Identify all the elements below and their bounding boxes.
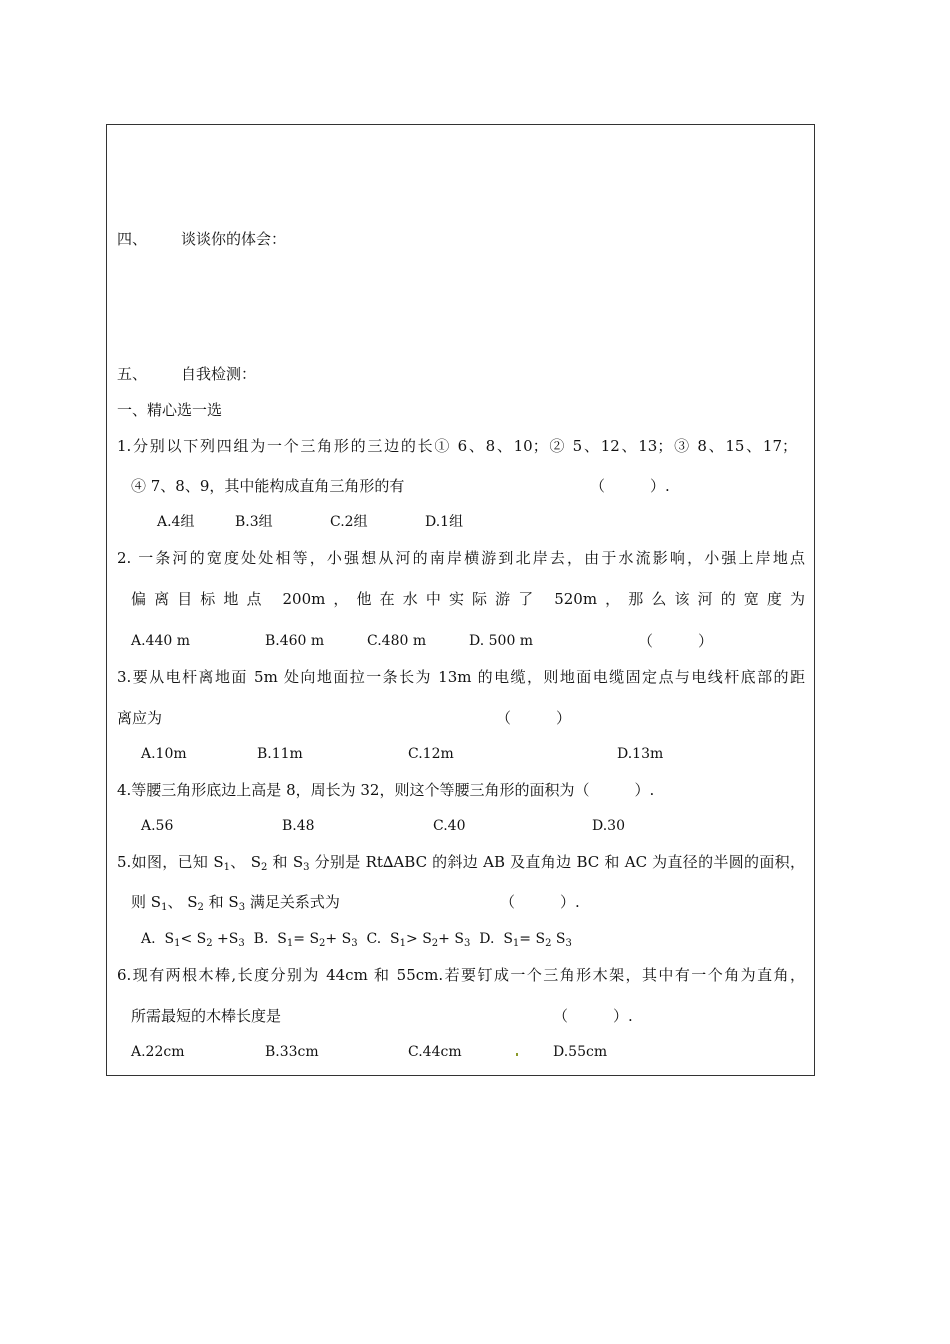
section4-number: 四、 [117, 230, 148, 248]
q2-line1: 2. 一条河的宽度处处相等，小强想从河的南岸横游到北岸去，由于水流影响，小强上岸地点 [117, 549, 805, 567]
q1-option-c: C.2组 [330, 514, 368, 530]
q3-line1: 3.要从电杆离地面 5m 处向地面拉一条长为 13m 的电缆，则地面电缆固定点与电线杆底部的距 [117, 668, 805, 686]
q5-answer-paren: （ ）. [500, 893, 580, 911]
q5-options: A. $S_1< S_2 +S_3$ B. $S_1= S_2+ S_3$ C. $S_1> S_2+ S_3$ D. $S_1= S_2$ $S_3$ [141, 931, 572, 949]
section5-number: 五、 [117, 365, 148, 383]
q4-option-c: C.40 [433, 818, 466, 834]
q4-option-d: D.30 [592, 818, 625, 834]
q3-option-a: A.10m [141, 746, 187, 762]
q2-option-a: A.440 m [131, 633, 191, 649]
q2-option-c: C.480 m [367, 633, 427, 649]
section5-title: 自我检测： [181, 365, 257, 383]
q6-option-c: C.44cm [408, 1044, 462, 1060]
q3-option-c: C.12m [408, 746, 454, 762]
q4-option-b: B.48 [282, 818, 315, 834]
speck-mark [516, 1053, 518, 1056]
q2-line2: 偏离目标地点 200m，他在水中实际游了 520m，那么该河的宽度为 [131, 590, 805, 608]
q1-line1: 1.分别以下列四组为一个三角形的三边的长① 6、8、10；② 5、12、13；③ 8、15、17； [117, 437, 797, 455]
q6-line2: 所需最短的木棒长度是 [131, 1007, 282, 1025]
q2-answer-paren: （ ） [638, 632, 714, 650]
q2-option-b: B.460 m [265, 633, 325, 649]
q3-option-b: B.11m [257, 746, 303, 762]
section4-title: 谈谈你的体会： [181, 230, 287, 248]
q1-line2: ④ 7、8、9，其中能构成直角三角形的有 [131, 477, 405, 495]
q6-option-d: D.55cm [553, 1044, 608, 1060]
q3-option-d: D.13m [617, 746, 664, 762]
q3-answer-paren: （ ） [496, 709, 572, 727]
q2-option-d: D. 500 m [469, 633, 534, 649]
q1-option-b: B.3组 [235, 514, 273, 530]
q1-option-a: A.4组 [157, 514, 195, 530]
q6-line1: 6.现有两根木棒,长度分别为 44cm 和 55cm.若要钉成一个三角形木架，其中有一个角为直角， [117, 966, 805, 984]
q6-option-b: B.33cm [265, 1044, 319, 1060]
q4-option-a: A.56 [141, 818, 174, 834]
q4-line1: 4.等腰三角形底边上高是 8，周长为 32，则这个等腰三角形的面积为（ ）. [117, 781, 655, 799]
q6-option-a: A.22cm [131, 1044, 185, 1060]
q1-option-d: D.1组 [425, 514, 464, 530]
q6-answer-paren: （ ）. [553, 1007, 633, 1025]
q5-line1: 5.如图，已知 $S_1$、 $S_2$ 和 $S_3$ 分别是 Rt∆ABC 的斜边 AB 及直角边 BC 和 AC 为直径的半圆的面积， [117, 853, 805, 873]
part1-title: 一、精心选一选 [117, 401, 223, 419]
q5-line2: 则 $S_1$、 $S_2$ 和 $S_3$ 满足关系式为 [131, 893, 340, 913]
q1-answer-paren: （ ）. [590, 477, 670, 495]
q3-line2: 离应为 [117, 709, 163, 727]
